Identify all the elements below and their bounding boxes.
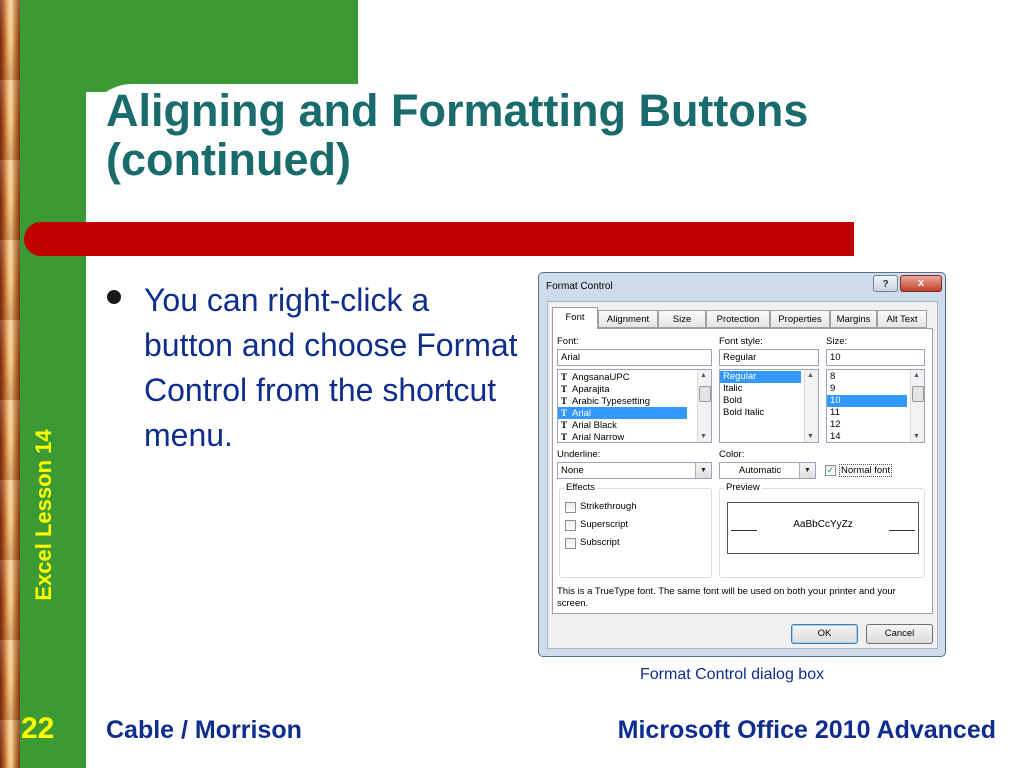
strikethrough-checkbox[interactable] — [565, 502, 576, 513]
truetype-font-icon: T — [561, 432, 568, 442]
size-item[interactable]: 11 — [830, 407, 840, 418]
checkmark-icon: ✓ — [826, 465, 835, 475]
effects-label: Effects — [566, 482, 595, 493]
bullet-icon — [107, 290, 121, 304]
font-list-item[interactable]: T Aparajita — [561, 384, 610, 395]
color-select[interactable]: Automatic ▼ — [719, 462, 816, 479]
effects-group — [559, 482, 712, 578]
dialog-body — [547, 301, 938, 649]
font-list-item[interactable]: T Arial Narrow — [561, 432, 625, 443]
size-label: Size: — [826, 336, 848, 347]
font-style-label: Font style: — [719, 336, 763, 347]
bullet-text: You can right-click a button and choose Format Control from the shortcut menu. — [144, 282, 518, 453]
lesson-label: Excel Lesson 14 — [31, 429, 56, 601]
scroll-down-arrow-icon[interactable]: ▼ — [807, 433, 814, 440]
subscript-label[interactable]: Subscript — [580, 537, 620, 548]
close-button[interactable]: x — [900, 275, 942, 292]
font-tab-panel — [552, 328, 933, 614]
tab-alt-text[interactable]: Alt Text — [877, 310, 927, 328]
scroll-down-arrow-icon[interactable]: ▼ — [700, 433, 707, 440]
font-list-item[interactable]: T AngsanaUPC — [561, 372, 630, 383]
dialog-title: Format Control — [546, 281, 613, 292]
font-style-list[interactable] — [719, 369, 819, 443]
font-list-item[interactable]: T Arabic Typesetting — [561, 396, 650, 407]
size-item-selected[interactable]: 10 — [827, 395, 907, 407]
scroll-down-arrow-icon[interactable]: ▼ — [913, 433, 920, 440]
tab-margins[interactable]: Margins — [830, 310, 877, 328]
dropdown-arrow-icon[interactable]: ▼ — [695, 463, 711, 478]
font-label: Font: — [557, 336, 579, 347]
tab-protection[interactable]: Protection — [706, 310, 770, 328]
title-underline-bar — [24, 222, 854, 256]
scrollbar-thumb[interactable] — [912, 386, 924, 402]
preview-baseline-right — [889, 530, 915, 531]
size-list-scrollbar[interactable] — [910, 370, 924, 442]
truetype-info-text: This is a TrueType font. The same font will be used on both your printer and your screen. — [557, 586, 896, 609]
size-item[interactable]: 9 — [830, 383, 836, 394]
decorative-image-strip — [0, 0, 20, 768]
tab-alignment[interactable]: Alignment — [598, 310, 658, 328]
preview-box — [727, 502, 919, 554]
size-item[interactable]: 14 — [830, 431, 841, 442]
font-style-input[interactable]: Regular — [719, 349, 819, 366]
size-item[interactable]: 8 — [830, 371, 836, 382]
preview-text: AaBbCcYyZz — [793, 519, 853, 530]
font-style-item[interactable]: Bold — [723, 395, 743, 406]
format-control-dialog — [538, 272, 946, 657]
top-green-block — [86, 0, 358, 92]
font-style-scrollbar[interactable] — [804, 370, 818, 442]
font-style-item-selected[interactable]: Regular — [720, 371, 801, 383]
scrollbar-thumb[interactable] — [699, 386, 711, 402]
tab-size[interactable]: Size — [658, 310, 706, 328]
tab-properties[interactable]: Properties — [770, 310, 830, 328]
normal-font-checkbox[interactable] — [825, 465, 836, 476]
underline-select[interactable]: None ▼ — [557, 462, 712, 479]
font-input[interactable]: Arial — [557, 349, 712, 366]
superscript-label[interactable]: Superscript — [580, 519, 629, 530]
slide-number: 22 — [21, 712, 55, 745]
truetype-font-icon: T — [561, 408, 568, 418]
size-input[interactable]: 10 — [826, 349, 925, 366]
scroll-up-arrow-icon[interactable]: ▲ — [700, 372, 707, 379]
preview-group — [719, 482, 925, 578]
preview-baseline-left — [731, 530, 757, 531]
dropdown-arrow-icon[interactable]: ▼ — [799, 463, 815, 478]
subscript-checkbox[interactable] — [565, 538, 576, 549]
scroll-up-arrow-icon[interactable]: ▲ — [913, 372, 920, 379]
footer-course: Microsoft Office 2010 Advanced — [617, 716, 996, 744]
font-list-item[interactable]: T Arial Black — [561, 420, 617, 431]
truetype-font-icon: T — [561, 396, 568, 406]
truetype-font-icon: T — [561, 384, 568, 394]
font-list-item-selected[interactable]: T Arial — [558, 407, 687, 419]
font-style-item[interactable]: Bold Italic — [723, 407, 765, 418]
size-list[interactable] — [826, 369, 925, 443]
font-list-scrollbar[interactable] — [697, 370, 711, 442]
preview-label: Preview — [726, 482, 760, 493]
cancel-button[interactable]: Cancel — [866, 624, 933, 644]
help-button[interactable]: ? — [873, 275, 898, 292]
truetype-font-icon: T — [561, 420, 568, 430]
slide-title: Aligning and Formatting Buttons (continued) — [106, 85, 809, 185]
superscript-checkbox[interactable] — [565, 520, 576, 531]
normal-font-label[interactable]: Normal font — [841, 465, 891, 476]
screenshot-caption: Format Control dialog box — [640, 666, 825, 683]
ok-button[interactable]: OK — [791, 624, 858, 644]
font-style-item[interactable]: Italic — [723, 383, 743, 394]
scroll-up-arrow-icon[interactable]: ▲ — [807, 372, 814, 379]
footer-authors: Cable / Morrison — [106, 716, 302, 744]
font-list[interactable] — [557, 369, 712, 443]
underline-label: Underline: — [557, 449, 601, 460]
strikethrough-label[interactable]: Strikethrough — [580, 501, 637, 512]
truetype-font-icon: T — [561, 372, 568, 382]
size-item[interactable]: 12 — [830, 419, 841, 430]
tab-font[interactable]: Font — [552, 307, 598, 329]
color-label: Color: — [719, 449, 745, 460]
